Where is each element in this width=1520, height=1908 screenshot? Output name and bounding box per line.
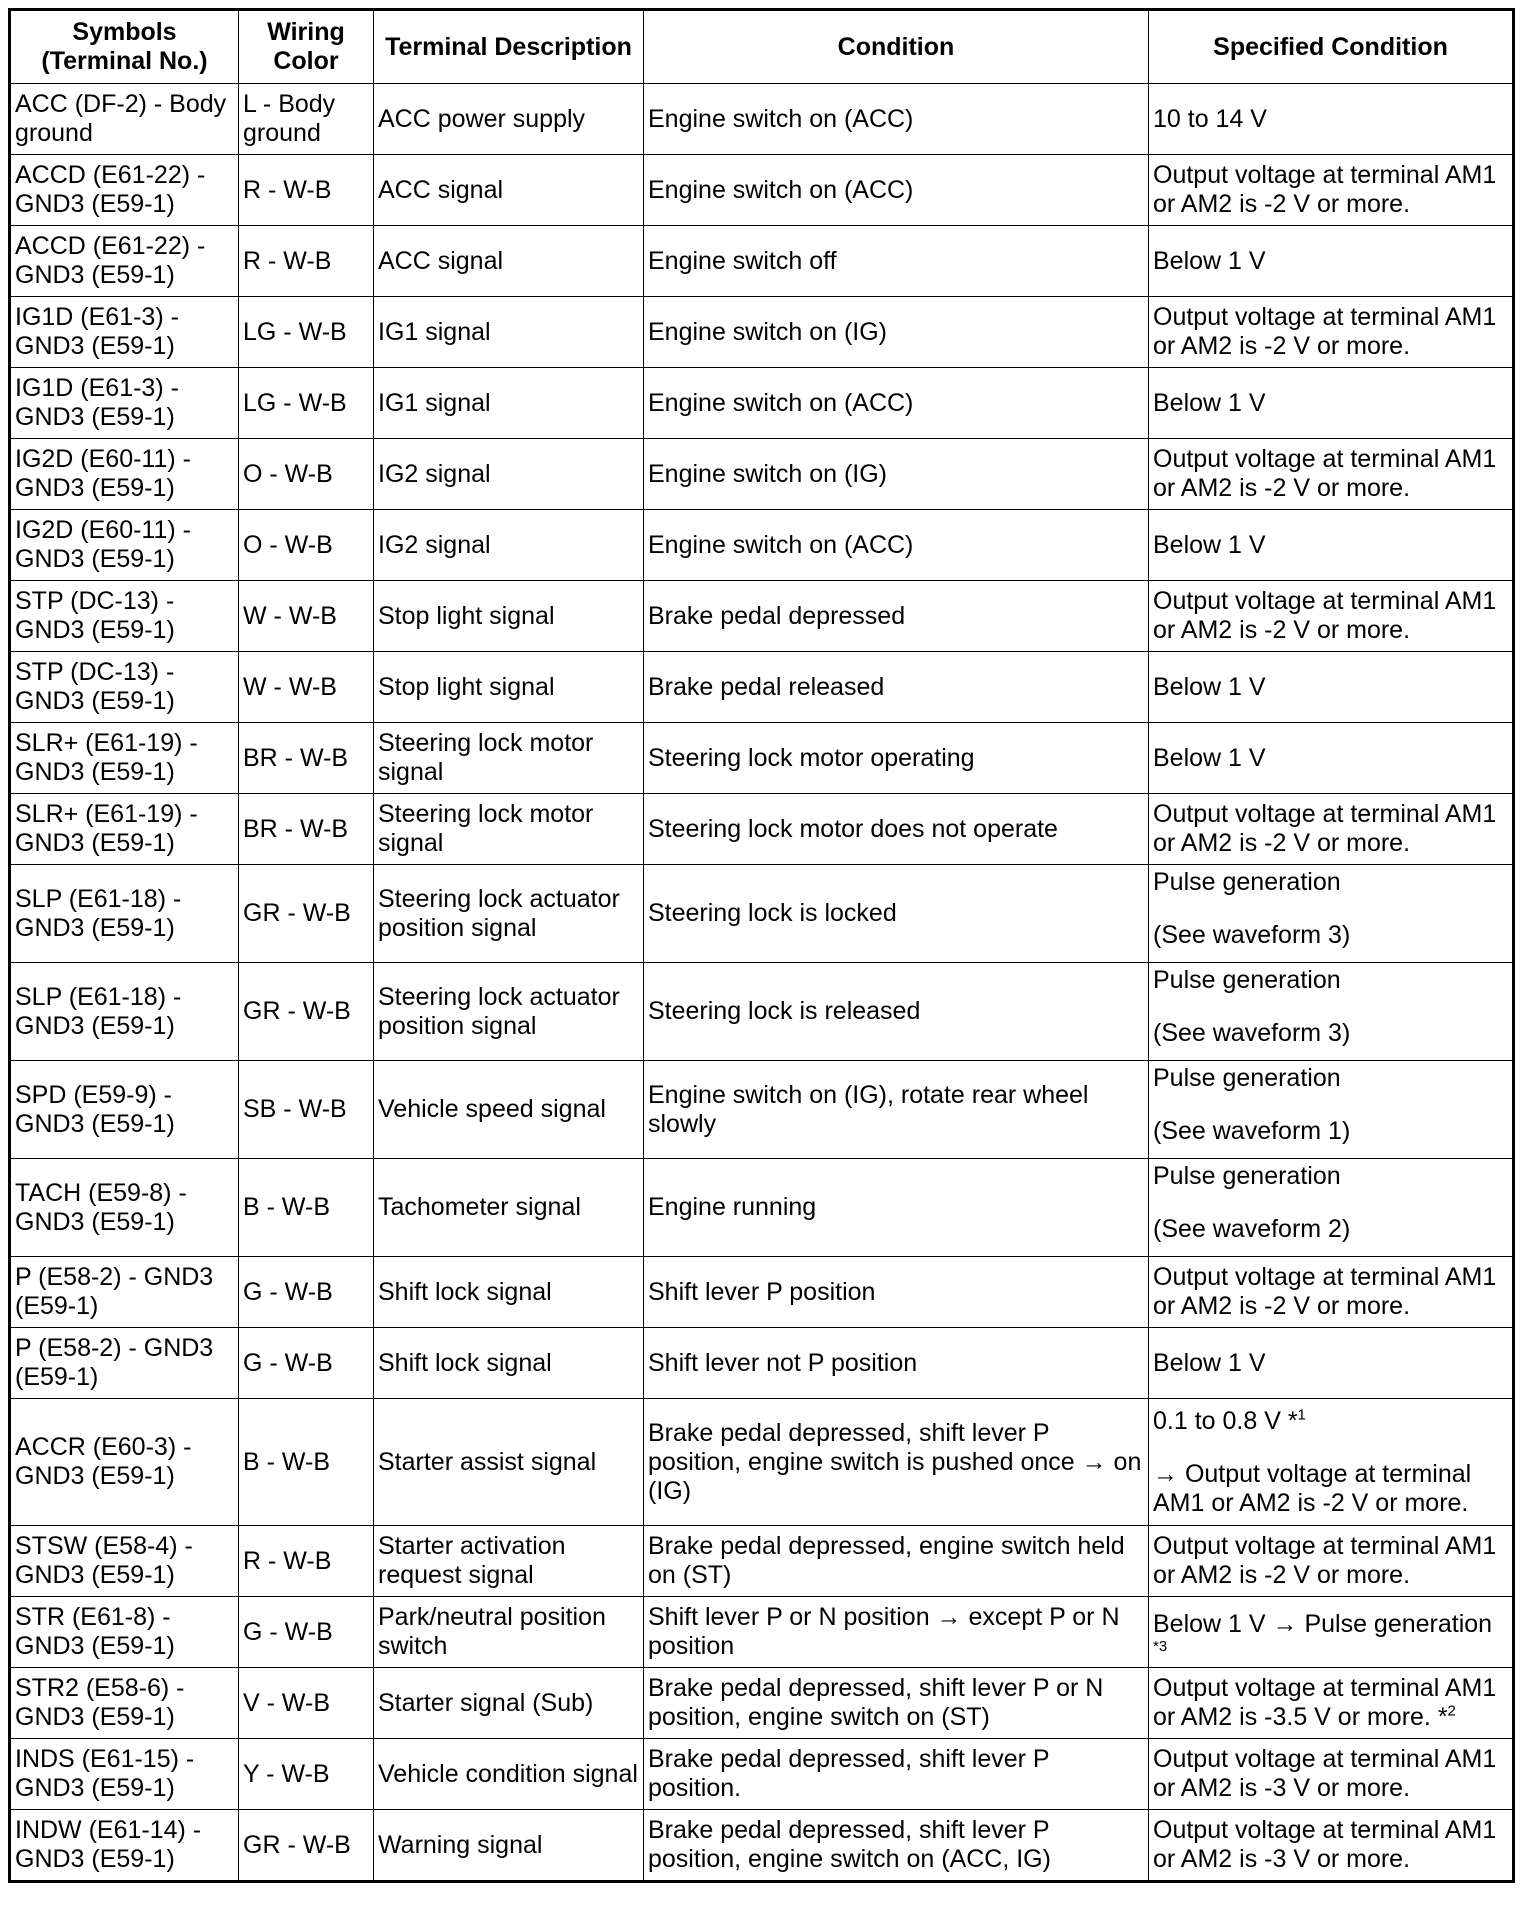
cell-description: Vehicle speed signal <box>374 1061 644 1159</box>
cell-symbol: SLR+ (E61-19) - GND3 (E59-1) <box>10 794 239 865</box>
cell-symbol: ACCD (E61-22) - GND3 (E59-1) <box>10 155 239 226</box>
cell-wiring: GR - W-B <box>239 1810 374 1882</box>
cell-specified: Below 1 V <box>1149 510 1514 581</box>
cell-description: Steering lock motor signal <box>374 723 644 794</box>
cell-symbol: ACCR (E60-3) - GND3 (E59-1) <box>10 1399 239 1526</box>
table-row <box>10 794 1514 865</box>
table-row <box>10 581 1514 652</box>
cell-condition: Brake pedal depressed, shift lever P or N position, engine switch on (ST) <box>644 1668 1149 1739</box>
terminal-table-container <box>8 8 1512 1883</box>
header-terminal-description: Terminal Description <box>374 10 644 84</box>
cell-symbol: IG2D (E60-11) - GND3 (E59-1) <box>10 439 239 510</box>
header-symbols: Symbols (Terminal No.) <box>10 10 239 84</box>
table-row <box>10 1526 1514 1597</box>
cell-symbol: IG2D (E60-11) - GND3 (E59-1) <box>10 510 239 581</box>
cell-description: Steering lock motor signal <box>374 794 644 865</box>
cell-symbol: INDS (E61-15) - GND3 (E59-1) <box>10 1739 239 1810</box>
cell-condition: Engine switch on (ACC) <box>644 155 1149 226</box>
cell-symbol: SPD (E59-9) - GND3 (E59-1) <box>10 1061 239 1159</box>
cell-description: Park/neutral position switch <box>374 1597 644 1668</box>
table-row <box>10 1061 1514 1159</box>
table-row <box>10 510 1514 581</box>
cell-condition: Steering lock motor does not operate <box>644 794 1149 865</box>
cell-wiring: G - W-B <box>239 1328 374 1399</box>
cell-condition: Brake pedal depressed, engine switch held on (ST) <box>644 1526 1149 1597</box>
cell-condition: Engine switch on (ACC) <box>644 368 1149 439</box>
cell-wiring: LG - W-B <box>239 368 374 439</box>
cell-description: Steering lock actuator position signal <box>374 865 644 963</box>
cell-condition: Steering lock motor operating <box>644 723 1149 794</box>
cell-condition: Engine switch on (IG) <box>644 297 1149 368</box>
cell-condition: Engine switch on (ACC) <box>644 510 1149 581</box>
cell-symbol: SLR+ (E61-19) - GND3 (E59-1) <box>10 723 239 794</box>
cell-specified: Below 1 V <box>1149 368 1514 439</box>
cell-condition: Steering lock is locked <box>644 865 1149 963</box>
cell-symbol: P (E58-2) - GND3 (E59-1) <box>10 1257 239 1328</box>
table-row <box>10 1399 1514 1526</box>
cell-condition: Brake pedal depressed <box>644 581 1149 652</box>
table-row <box>10 155 1514 226</box>
cell-wiring: B - W-B <box>239 1399 374 1526</box>
cell-symbol: SLP (E61-18) - GND3 (E59-1) <box>10 963 239 1061</box>
cell-symbol: P (E58-2) - GND3 (E59-1) <box>10 1328 239 1399</box>
cell-condition: Brake pedal depressed, shift lever P position. <box>644 1739 1149 1810</box>
cell-symbol: STP (DC-13) - GND3 (E59-1) <box>10 581 239 652</box>
cell-description: IG1 signal <box>374 368 644 439</box>
cell-description: Shift lock signal <box>374 1257 644 1328</box>
cell-specified: Output voltage at terminal AM1 or AM2 is -2 V or more. <box>1149 297 1514 368</box>
cell-description: Steering lock actuator position signal <box>374 963 644 1061</box>
cell-specified: Below 1 V <box>1149 652 1514 723</box>
cell-wiring: GR - W-B <box>239 963 374 1061</box>
cell-specified: Below 1 V → Pulse generation *3 <box>1149 1597 1514 1668</box>
cell-specified: Below 1 V <box>1149 1328 1514 1399</box>
cell-description: IG2 signal <box>374 439 644 510</box>
cell-condition: Shift lever P or N position → except P or N position <box>644 1597 1149 1668</box>
cell-description: ACC signal <box>374 226 644 297</box>
cell-specified: Output voltage at terminal AM1 or AM2 is -3 V or more. <box>1149 1810 1514 1882</box>
cell-wiring: B - W-B <box>239 1159 374 1257</box>
cell-wiring: G - W-B <box>239 1257 374 1328</box>
table-row <box>10 1159 1514 1257</box>
cell-specified: Pulse generation (See waveform 3) <box>1149 963 1514 1061</box>
table-row <box>10 368 1514 439</box>
cell-condition: Engine switch off <box>644 226 1149 297</box>
cell-condition: Engine switch on (ACC) <box>644 84 1149 155</box>
cell-wiring: G - W-B <box>239 1597 374 1668</box>
cell-specified: Below 1 V <box>1149 226 1514 297</box>
cell-wiring: BR - W-B <box>239 723 374 794</box>
cell-wiring: R - W-B <box>239 155 374 226</box>
cell-description: IG1 signal <box>374 297 644 368</box>
cell-specified: Output voltage at terminal AM1 or AM2 is -3 V or more. <box>1149 1739 1514 1810</box>
cell-wiring: O - W-B <box>239 510 374 581</box>
cell-wiring: SB - W-B <box>239 1061 374 1159</box>
cell-specified: Below 1 V <box>1149 723 1514 794</box>
cell-specified: Pulse generation (See waveform 3) <box>1149 865 1514 963</box>
cell-description: Tachometer signal <box>374 1159 644 1257</box>
cell-description: ACC signal <box>374 155 644 226</box>
cell-condition: Brake pedal depressed, shift lever P position, engine switch is pushed once → on (IG) <box>644 1399 1149 1526</box>
table-row <box>10 297 1514 368</box>
table-row <box>10 1257 1514 1328</box>
cell-wiring: R - W-B <box>239 1526 374 1597</box>
cell-condition: Engine running <box>644 1159 1149 1257</box>
cell-specified: Output voltage at terminal AM1 or AM2 is -3.5 V or more. *$^2$ <box>1149 1668 1514 1739</box>
cell-specified: Output voltage at terminal AM1 or AM2 is -2 V or more. <box>1149 439 1514 510</box>
cell-specified: Output voltage at terminal AM1 or AM2 is -2 V or more. <box>1149 155 1514 226</box>
cell-symbol: TACH (E59-8) - GND3 (E59-1) <box>10 1159 239 1257</box>
cell-wiring: V - W-B <box>239 1668 374 1739</box>
cell-wiring: O - W-B <box>239 439 374 510</box>
table-row <box>10 84 1514 155</box>
header-row <box>10 10 1514 84</box>
cell-wiring: GR - W-B <box>239 865 374 963</box>
cell-condition: Steering lock is released <box>644 963 1149 1061</box>
table-row <box>10 1810 1514 1882</box>
cell-wiring: R - W-B <box>239 226 374 297</box>
terminal-table <box>8 8 1515 1883</box>
table-row <box>10 865 1514 963</box>
cell-symbol: ACC (DF-2) - Body ground <box>10 84 239 155</box>
cell-specified: Output voltage at terminal AM1 or AM2 is -2 V or more. <box>1149 1257 1514 1328</box>
cell-specified: 10 to 14 V <box>1149 84 1514 155</box>
cell-wiring: L - Body ground <box>239 84 374 155</box>
cell-condition: Engine switch on (IG) <box>644 439 1149 510</box>
cell-specified: Output voltage at terminal AM1 or AM2 is -2 V or more. <box>1149 1526 1514 1597</box>
cell-description: Stop light signal <box>374 652 644 723</box>
cell-symbol: ACCD (E61-22) - GND3 (E59-1) <box>10 226 239 297</box>
table-row <box>10 1668 1514 1739</box>
cell-specified: Pulse generation (See waveform 1) <box>1149 1061 1514 1159</box>
table-row <box>10 652 1514 723</box>
cell-specified: Output voltage at terminal AM1 or AM2 is -2 V or more. <box>1149 794 1514 865</box>
cell-description: IG2 signal <box>374 510 644 581</box>
cell-description: Warning signal <box>374 1810 644 1882</box>
cell-condition: Shift lever not P position <box>644 1328 1149 1399</box>
cell-description: Stop light signal <box>374 581 644 652</box>
table-row <box>10 1328 1514 1399</box>
table-row <box>10 439 1514 510</box>
cell-condition: Shift lever P position <box>644 1257 1149 1328</box>
cell-wiring: LG - W-B <box>239 297 374 368</box>
header-condition: Condition <box>644 10 1149 84</box>
header-wiring-color: Wiring Color <box>239 10 374 84</box>
cell-description: Starter signal (Sub) <box>374 1668 644 1739</box>
cell-wiring: W - W-B <box>239 652 374 723</box>
table-row <box>10 1739 1514 1810</box>
cell-description: Vehicle condition signal <box>374 1739 644 1810</box>
cell-symbol: STP (DC-13) - GND3 (E59-1) <box>10 652 239 723</box>
cell-symbol: STR (E61-8) - GND3 (E59-1) <box>10 1597 239 1668</box>
cell-condition: Brake pedal released <box>644 652 1149 723</box>
header-specified-condition: Specified Condition <box>1149 10 1514 84</box>
cell-condition: Brake pedal depressed, shift lever P position, engine switch on (ACC, IG) <box>644 1810 1149 1882</box>
cell-specified: 0.1 to 0.8 V *$^1$ → Output voltage at terminal AM1 or AM2 is -2 V or more. <box>1149 1399 1514 1526</box>
cell-symbol: SLP (E61-18) - GND3 (E59-1) <box>10 865 239 963</box>
cell-description: Shift lock signal <box>374 1328 644 1399</box>
cell-description: Starter assist signal <box>374 1399 644 1526</box>
table-row <box>10 963 1514 1061</box>
table-row <box>10 723 1514 794</box>
cell-description: Starter activation request signal <box>374 1526 644 1597</box>
cell-symbol: IG1D (E61-3) - GND3 (E59-1) <box>10 368 239 439</box>
cell-specified: Pulse generation (See waveform 2) <box>1149 1159 1514 1257</box>
cell-specified: Output voltage at terminal AM1 or AM2 is -2 V or more. <box>1149 581 1514 652</box>
cell-symbol: IG1D (E61-3) - GND3 (E59-1) <box>10 297 239 368</box>
table-row <box>10 1597 1514 1668</box>
cell-wiring: BR - W-B <box>239 794 374 865</box>
cell-symbol: STR2 (E58-6) - GND3 (E59-1) <box>10 1668 239 1739</box>
table-row <box>10 226 1514 297</box>
cell-symbol: STSW (E58-4) - GND3 (E59-1) <box>10 1526 239 1597</box>
cell-condition: Engine switch on (IG), rotate rear wheel slowly <box>644 1061 1149 1159</box>
cell-description: ACC power supply <box>374 84 644 155</box>
cell-wiring: W - W-B <box>239 581 374 652</box>
cell-symbol: INDW (E61-14) - GND3 (E59-1) <box>10 1810 239 1882</box>
cell-wiring: Y - W-B <box>239 1739 374 1810</box>
